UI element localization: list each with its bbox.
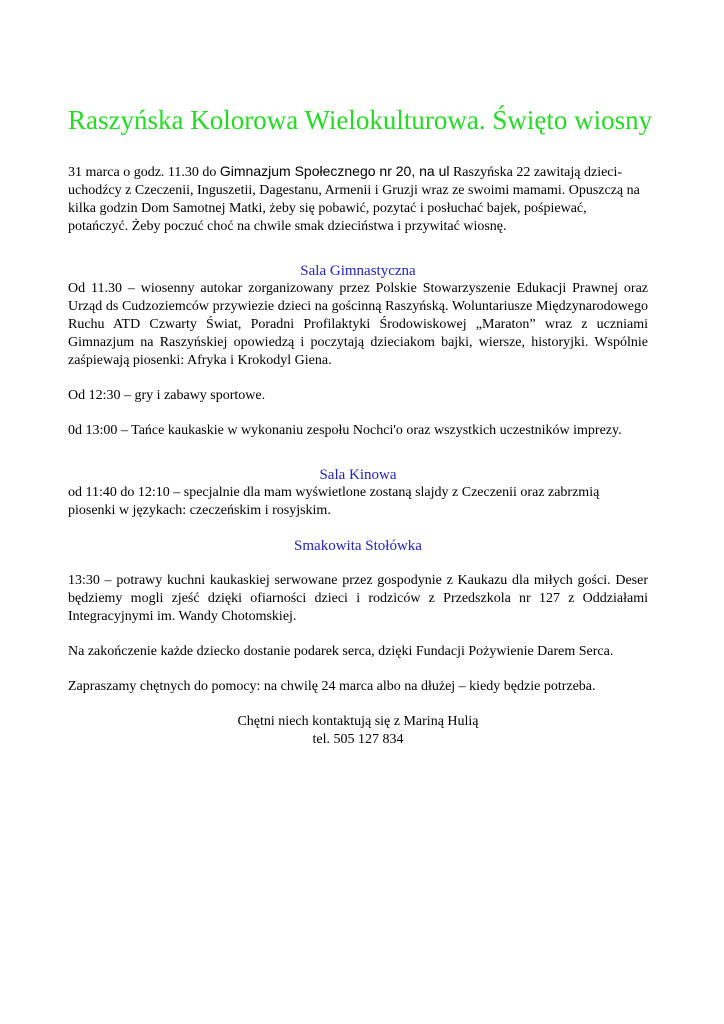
canteen-paragraph-1: 13:30 – potrawy kuchni kaukaskiej serwowane przez gospodynie z Kaukazu dla miłych gości. Deser będziemy mogli zjeść dzięki ofiarności dzieci i rodziców z Przedszkola nr 127 z Oddziałami Integracyjnymi im. Wandy Chotomskiej. bbox=[68, 573, 648, 624]
document-title: Raszyńska Kolorowa Wielokulturowa. Święto wiosny bbox=[68, 105, 653, 135]
gym-paragraph-3: 0d 13:00 – Tańce kaukaskie w wykonaniu zespołu Nochci'o oraz wszystkich uczestników imprezy. bbox=[68, 423, 622, 438]
phone-line: tel. 505 127 834 bbox=[312, 732, 404, 747]
intro-paragraph bbox=[68, 162, 648, 236]
section-heading-gym: Sala Gimnastyczna bbox=[300, 263, 416, 279]
section-heading-cinema: Sala Kinowa bbox=[319, 467, 397, 483]
contact-line: Chętni niech kontaktują się z Mariną Hulią bbox=[237, 714, 479, 729]
intro-part-3: Raszyńska 22 zawitają dzieci-uchodźcy z Czeczenii, Inguszetii, Dagestanu, Armenii i Gruzji wraz ze swoimi mamami. Opuszczą na kilka godzin Dom Samotnej Matki, żeby się pobawić, pozytać i posłuchać bajek, pośpiewać, potańczyć. Żeby poczuć choć na chwile smak dzieciństwa i przywitać wiosnę. bbox=[68, 165, 640, 234]
gym-paragraph-2: Od 12:30 – gry i zabawy sportowe. bbox=[68, 388, 266, 403]
intro-part-1: 31 marca o godz. 11.30 do bbox=[68, 165, 220, 180]
cinema-paragraph-1: od 11:40 do 12:10 – specjalnie dla mam wyświetlone zostaną slajdy z Czeczenii oraz zabrzmią piosenki w językach: czeczeńskim i rosyjskim. bbox=[68, 485, 600, 518]
section-heading-canteen: Smakowita Stołówka bbox=[294, 538, 422, 554]
intro-part-2: Gimnazjum Społecznego nr 20, na ul bbox=[219, 163, 450, 179]
closing-gift: Na zakończenie każde dziecko dostanie podarek serca, dzięki Fundacji Pożywienie Darem Serca. bbox=[68, 644, 614, 659]
closing-invite: Zapraszamy chętnych do pomocy: na chwilę 24 marca albo na dłużej – kiedy będzie potrzeba. bbox=[68, 679, 596, 694]
gym-paragraph-1: Od 11.30 – wiosenny autokar zorganizowany przez Polskie Stowarzyszenie Edukacji Prawnej oraz Urząd ds Cudzoziemców przywiezie dzieci na gościnną Raszyńską. Woluntariusze Międzynarodowego Ruchu ATD Czwarty Świat, Poradni Profilaktyki Środowiskowej „Maraton” wraz z uczniami Gimnazjum na Raszyńskiej opowiedzą i poczytają dzieciakom bajki, wiersze, historyjki. Wspólnie zaśpiewają piosenki: Afryka i Krokodyl Giena. bbox=[68, 281, 648, 368]
document-page bbox=[68, 104, 653, 749]
